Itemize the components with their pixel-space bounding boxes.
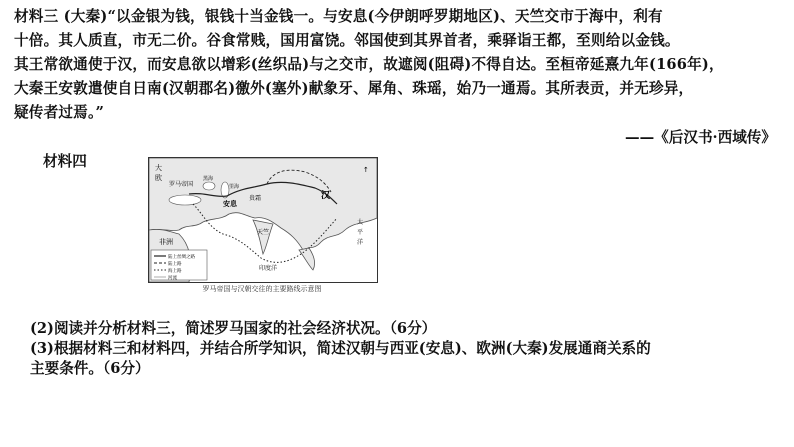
- label-europe-1: 大: [155, 164, 162, 172]
- label-roman-empire: 罗马帝国: [169, 181, 194, 188]
- label-han: 汉: [321, 191, 331, 201]
- label-indian-ocean: 印度洋: [259, 265, 278, 272]
- label-pacific-3: 洋: [357, 239, 364, 246]
- label-india: 天竺: [257, 229, 270, 236]
- label-pacific-1: 太: [357, 219, 364, 226]
- label-parthia: 安息: [223, 200, 237, 208]
- legend-land-route: 陆上路: [168, 262, 182, 267]
- material3-line-1: 材料三 (大秦)“以金银为钱，银钱十当金钱一。与安息(今伊朗呼罗期地区)、天竺交市于海中，利有: [14, 8, 663, 25]
- legend-sea-route: 海上路: [168, 269, 182, 274]
- material3-line-2: 十倍。其人质直，市无二价。谷食常贱，国用富饶。邻国使到其界首者，乘驿诣王都，至则给以金钱。: [14, 32, 680, 49]
- label-europe-2: 欧: [155, 174, 162, 182]
- material3-source: ——《后汉书·西域传》: [624, 129, 776, 146]
- question-2: (2)阅读并分析材料三，简述罗马国家的社会经济状况。（6分）: [30, 320, 437, 337]
- mediterranean-sea: [169, 195, 201, 205]
- black-sea: [203, 182, 215, 190]
- southeast-asia-landmass: [299, 248, 315, 270]
- material3-line-5: 疑传者过焉。”: [14, 104, 105, 121]
- label-pacific-2: 平: [357, 229, 364, 236]
- india-landmass: [253, 220, 273, 254]
- legend-land-silk-road: 陆上丝绸之路: [168, 255, 195, 260]
- map-caption: 罗马帝国与汉朝交往的主要路线示意图: [202, 285, 322, 293]
- route-map-svg: [149, 158, 377, 282]
- route-map: [148, 157, 378, 283]
- material3-line-3: 其王常欲通使于汉，而安息欲以增彩(丝织品)与之交市，故遮阅(阻碍)不得自达。至桓帝延熹九年(166年)，: [14, 56, 724, 73]
- material3-line-4: 大秦王安敦遣使自日南(汉朝郡名)徼外(塞外)献象牙、犀角、珠瑶，始乃一通焉。其所表贡，并无珍异，: [14, 80, 694, 97]
- label-kushan: 贵霜: [249, 195, 262, 202]
- material4-heading: 材料四: [43, 153, 87, 170]
- north-arrow-icon: ↑: [363, 166, 369, 174]
- question-3-line-1: (3)根据材料三和材料四，并结合所学知识，简述汉朝与西亚(安息)、欧洲(大秦)发展通商关系的: [30, 340, 651, 357]
- legend-river: 河流: [168, 276, 177, 281]
- label-caspian-sea: 里海: [229, 184, 240, 190]
- question-3-line-2: 主要条件。（6分）: [30, 360, 150, 377]
- label-black-sea: 黑海: [203, 176, 214, 182]
- label-africa: 非洲: [159, 238, 173, 246]
